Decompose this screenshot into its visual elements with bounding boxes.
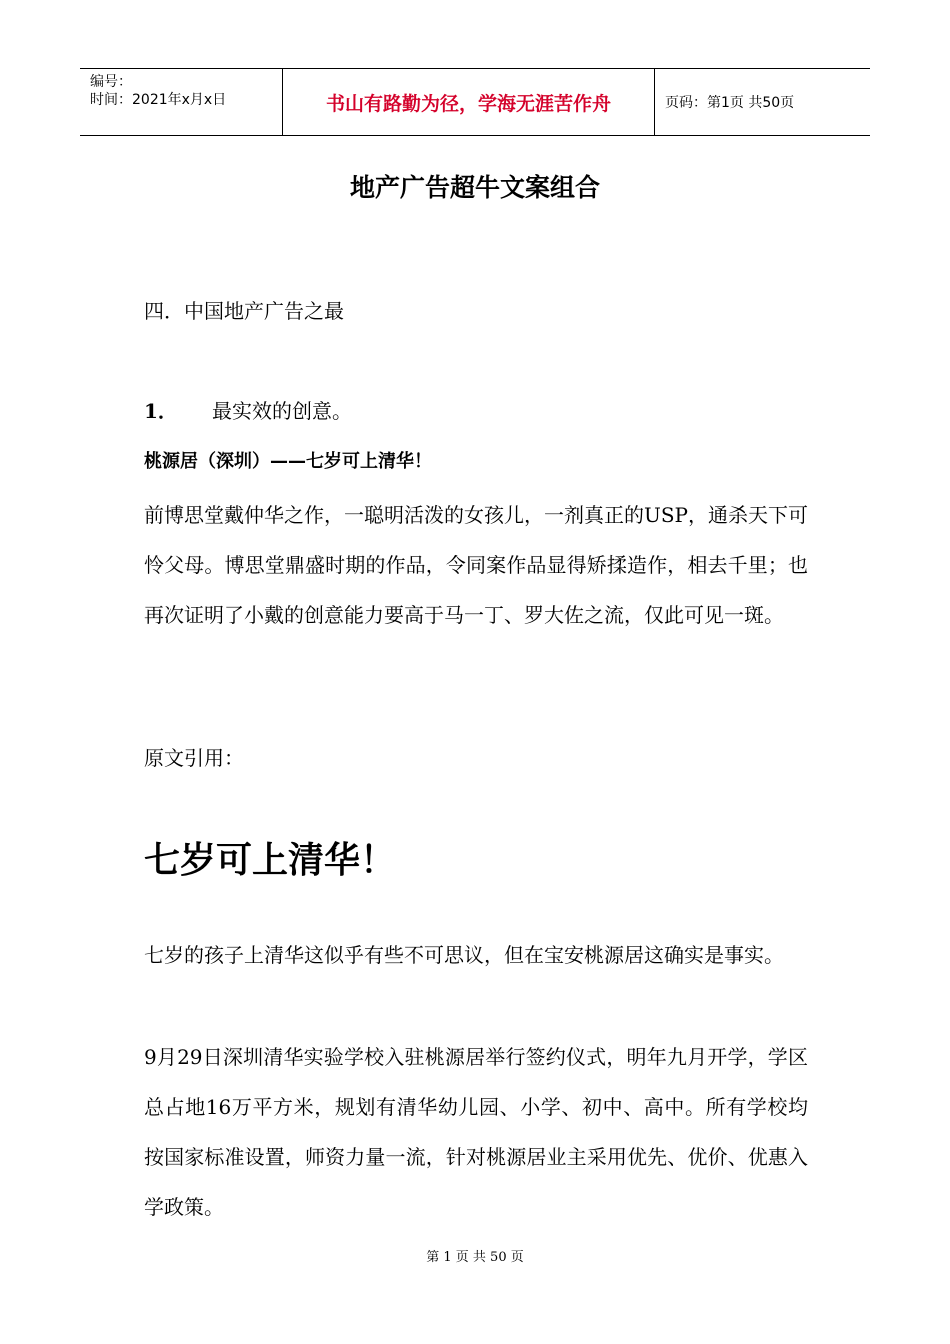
number-label: 编号： <box>90 74 132 90</box>
page-footer: 第 1 页 共 50 页 <box>426 1250 524 1265</box>
big-heading: 七岁可上清华！ <box>144 840 397 881</box>
header-table <box>80 68 870 136</box>
list-item <box>144 395 808 424</box>
motto: 书山有路勤为径，学海无涯苦作舟 <box>282 69 655 135</box>
section-heading: 四．中国地产广告之最 <box>144 299 344 323</box>
page-info: 页码：第1页 共50页 <box>665 95 795 111</box>
date-label: 时间：2021年x月x日 <box>90 92 227 108</box>
paragraph-fact: 七岁的孩子上清华这似乎有些不可思议，但在宝安桃源居这确实是事实。 <box>144 943 784 967</box>
paragraph-intro: 前博思堂戴仲华之作，一聪明活泼的女孩儿，一剂真正的USP，通杀天下可怜父母。博思堂鼎盛时期的作品，令同案作品显得矫揉造作，相去千里；也再次证明了小戴的创意能力要高于马一丁、罗大佐之流，仅此可见一斑。 <box>144 503 809 627</box>
header-meta-cell <box>80 69 282 135</box>
list-item-text: 最实效的创意。 <box>212 399 352 423</box>
paragraph-details: 9月29日深圳清华实验学校入驻桃源居举行签约仪式，明年九月开学，学区总占地16万平方米，规划有清华幼儿园、小学、初中、高中。所有学校均按国家标准设置，师资力量一流，针对桃源居业主采用优先、优价、优惠入学政策。 <box>144 1045 808 1219</box>
list-item-number: 1． <box>144 399 178 423</box>
document-title: 地产广告超牛文案组合 <box>349 173 600 202</box>
subtitle: 桃源居（深圳）——七岁可上清华！ <box>144 451 432 472</box>
citation-label: 原文引用： <box>144 746 244 770</box>
